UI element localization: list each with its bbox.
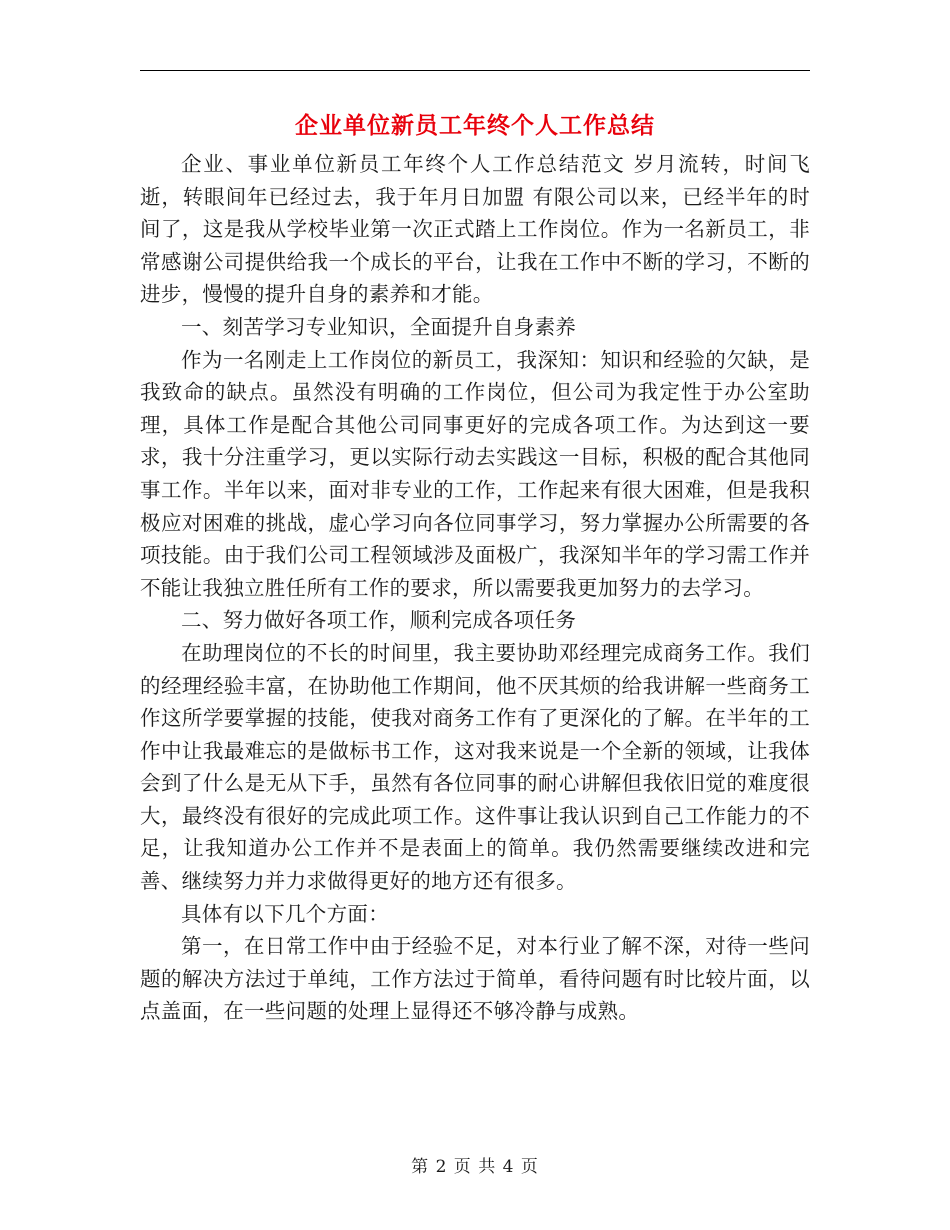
paragraph-study: 作为一名刚走上工作岗位的新员工，我深知：知识和经验的欠缺，是我致命的缺点。虽然没有明确的工作岗位，但公司为我定性于办公室助理，具体工作是配合其他公司同事更好的完成各项工作。为达到这一要求，我十分注重学习，更以实际行动去实践这一目标，积极的配合其他同事工作。半年以来，面对非专业的工作，工作起来有很大困难，但是我积极应对困难的挑战，虚心学习向各位同事学习，努力掌握办公所需要的各项技能。由于我们公司工程领域涉及面极广，我深知半年的学习需工作并不能让我独立胜任所有工作的要求，所以需要我更加努力的去学习。	[140, 347, 810, 600]
paragraph-intro: 企业、事业单位新员工年终个人工作总结范文 岁月流转，时间飞逝，转眼间年已经过去，我于年月日加盟 有限公司以来，已经半年的时间了，这是我从学校毕业第一次正式踏上工作岗位。作为一名新员工，非常感谢公司提供给我一个成长的平台，让我在工作中不断的学习，不断的进步，慢慢的提升自身的素养和才能。	[140, 152, 810, 307]
document-body	[140, 148, 810, 1028]
header-rule	[140, 70, 810, 71]
paragraph-aspects-intro: 具体有以下几个方面：	[181, 901, 389, 926]
section-heading-2: 二、努力做好各项工作，顺利完成各项任务	[181, 608, 577, 633]
paragraph-aspect-first: 第一，在日常工作中由于经验不足，对本行业了解不深，对待一些问题的解决方法过于单纯，工作方法过于简单，看待问题有时比较片面，以点盖面，在一些问题的处理上显得还不够冷静与成熟。	[140, 934, 810, 1024]
paragraph-work: 在助理岗位的不长的时间里，我主要协助邓经理完成商务工作。我们的经理经验丰富，在协助他工作期间，他不厌其烦的给我讲解一些商务工作这所学要掌握的技能，使我对商务工作有了更深化的了解。在半年的工作中让我最难忘的是做标书工作，这对我来说是一个全新的领域，让我体会到了什么是无从下手，虽然有各位同事的耐心讲解但我依旧觉的难度很大，最终没有很好的完成此项工作。这件事让我认识到自己工作能力的不足，让我知道办公工作并不是表面上的简单。我仍然需要继续改进和完善、继续努力并力求做得更好的地方还有很多。	[140, 640, 810, 894]
section-heading-1: 一、刻苦学习专业知识，全面提升自身素养	[181, 314, 577, 339]
document-title: 企业单位新员工年终个人工作总结	[295, 112, 655, 139]
page-number: 第 2 页 共 4 页	[411, 1157, 539, 1177]
